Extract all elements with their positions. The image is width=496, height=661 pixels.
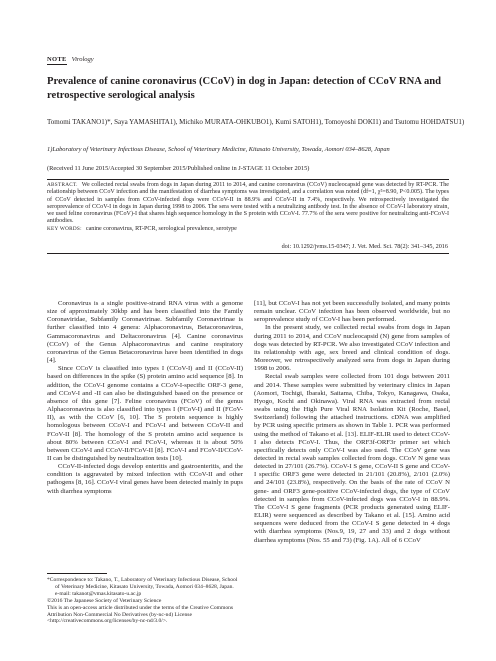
footnote — [47, 573, 243, 625]
article-category: Virology — [71, 56, 94, 63]
footnote-divider — [47, 573, 107, 574]
body-column-left — [47, 300, 243, 496]
paragraph: Rectal swab samples were collected from 101 dogs between 2011 and 2014. These samples were submitted by veterinary clinics in Japan (Aomori, Tochigi, Ibaraki, Saitama, Chiba, Tokyo, Kanagawa, Osaka, Hyogo, Kochi and Okinawa). Viral RNA was extracted from rectal swabs using the High Pure Viral RNA Isolation Kit (Roche, Basel, Switzerland) following the attached instructions. cDNA was amplified by PCR using specific primers as shown in Table 1. PCR was performed using the method of Takano et al. [13]. ELIF-ELIR used to detect CCoV-I also detects FCoV-I. Thus, the ORF3f-ORF3r primer set which specifically detects only CCoV-I was also used. The CCoV gene was detected in rectal swab samples collected from dogs. CCoV N gene was detected in 27/101 (26.7%). CCoV-I S gene, CCoV-II S gene and CCoV-I specific ORF3 gene were detected in 21/101 (20.8%), 2/101 (2.0%) and 24/101 (23.8%), respectively. On the basis of the rate of CCoV N gene- and ORF3 gene-positive CCoV-infected dogs, the type of CCoV detected in samples from CCoV-infected dogs was CCoV-I in 88.9%. The CCoV-I S gene fragments (PCR products generated using ELIF-ELIR) were sequenced as described by Takano et al. [15]. Amino acid sequences were deduced from the CCoV-I S gene detected in 4 dogs with diarrhea symptoms (Nos.9, 19, 27 and 33) and 2 dogs without diarrhea symptoms (Nos. 55 and 73) (Fig. 1A). All of 6 CCoV — [254, 373, 450, 544]
affiliation: 1)Laboratory of Veterinary Infectious Disease, School of Veterinary Medicine, Kitasato University, Towada, Aomori 034–8628, Japan — [47, 146, 390, 153]
paragraph: CCoV-II-infected dogs develop enteritis and gastroenteritis, and the condition is aggravated by mixed infection with CCoV-II and other pathogens [8, 16]. CCoV-I viral genes have been detected mainly in pups with diarrhea symptoms — [47, 463, 243, 495]
copyright: ©2016 The Japanese Society of Veterinary Science — [47, 597, 162, 604]
divider — [47, 253, 449, 254]
corresponding-email: e-mail: takanot@vmas.kitasato-u.ac.jp — [55, 590, 142, 597]
paragraph: Since CCoV is classified into types I (CCoV-I) and II (CCoV-II) based on differences in the spike (S) protein amino acid sequence [8]. In addition, the CCoV-I genome contains a CCoV-I-specific ORF-3 gene, and CCoV-I and -II can also be distinguished based on the presence or absence of this gene [7]. Feline coronavirus (FCoV) of the genus Alphacoronavirus is also classified into types I (FCoV-I) and II (FCoV-II), as with the CCoV [6, 10]. The S protein sequence is highly homologous between CCoV-I and FCoV-I and between CCoV-II and FCoV-II [8]. The homology of the S protein amino acid sequence is about 80% between CCoV-I and FCoV-I, whereas it is about 50% between CCoV-I and CCoV-II/FCoV-II [8]. FCoV-I and FCoV-II/CCoV-II can be distinguished by neutralization tests [10]. — [47, 365, 243, 462]
abstract-text: We collected rectal swabs from dogs in Japan during 2011 to 2014, and canine coronavirus (CCoV) nucleocapsid gene was detected by RT-PCR. The relationship between CCoV infection and the manifestation of diarrhea symptoms was investigated, and a correlation was noted (df=1, χ²=8.90, P<0.005). The types of CCoV detected in samples from CCoV-infected dogs were CCoV-II in 88.9% and CCoV-II in 7.4%, respectively. We retrospectively investigated the seroprevalence of CCoV-I in dogs in Japan during 1998 to 2006. The sera were tested with a neutralizing antibody test. In the absence of CCoV-I laboratory strain, we used feline coronavirus (FCoV)-I that shares high sequence homology in the S protein with CCoV-I. 77.7% of the sera were positive for neutralizing anti-FCoV-I antibodies. — [47, 182, 449, 225]
paragraph: [11], but CCoV-I has not yet been successfully isolated, and many points remain unclear. CCoV infection has been observed worldwide, but no seroprevalence study of CCoV-I has been performed. — [254, 300, 450, 324]
received-dates: (Received 11 June 2015/Accepted 30 September 2015/Published online in J-STAGE 11 October 2015) — [47, 165, 310, 172]
body-column-right — [254, 300, 450, 545]
doi-citation: doi: 10.1292/jvms.15-0347; J. Vet. Med. Sci. 78(2): 341–345, 2016 — [281, 243, 448, 250]
paragraph: Coronavirus is a single positive-strand RNA virus with a genome size of approximately 30kbp and has been classified into the Family Coronaviridae, Subfamily Coronavirinae. Subfamily Coronavirinae is further classified into 4 genera: Alphacoronavirus, Betacoronavirus, Gammacoronavirus and Deltacoronavirus [4]. Canine coronavirus (CCoV) of the Genus Alphacoronavirus and canine respiratory coronavirus of the Genus Betacoronavirus have been identified in dogs [4]. — [47, 300, 243, 365]
paper-title: Prevalence of canine coronavirus (CCoV) in dog in Japan: detection of CCoV RNA and retrospective serological analysis — [47, 76, 442, 101]
paragraph: In the present study, we collected rectal swabs from dogs in Japan during 2011 to 2014, and CCoV nucleocapsid (N) gene from samples of dogs was detected by RT-PCR. We also investigated CCoV infection and its relationship with age, sex breed and clinical condition of dogs. Moreover, we retrospectively analyzed sera from dogs in Japan during 1998 to 2006. — [254, 324, 450, 373]
abstract — [47, 182, 449, 226]
abstract-section — [47, 179, 449, 233]
corresponding-author: *Correspondence to: Takano, T., Laboratory of Veterinary Infectious Disease, School of Veterinary Medicine, Kitasato University, Towada, Aomori 034–8628, Japan. — [47, 577, 238, 590]
keywords-text: canine coronavirus, RT-PCR, serological prevalence, serotype — [85, 225, 237, 232]
abstract-label: ABSTRACT. — [47, 182, 78, 188]
article-header — [47, 56, 94, 63]
license-text: This is an open-access article distributed under the terms of the Creative Commons Attribution Non-Commercial No Derivatives (by-nc-nd) License <http://creativecommons.org/licenses/by-nc-nd/3.0/>. — [47, 604, 234, 625]
article-type-label: NOTE — [47, 56, 67, 63]
author-list: Tomomi TAKANO1)*, Saya YAMASHITA1), Michiko MURATA-OHKUBO1), Kumi SATOH1), Tomoyoshi DOKI1) and Tsutomu HOHDATSU1) — [47, 118, 465, 126]
keywords-label: KEY WORDS: — [47, 225, 82, 232]
keywords — [47, 226, 449, 233]
